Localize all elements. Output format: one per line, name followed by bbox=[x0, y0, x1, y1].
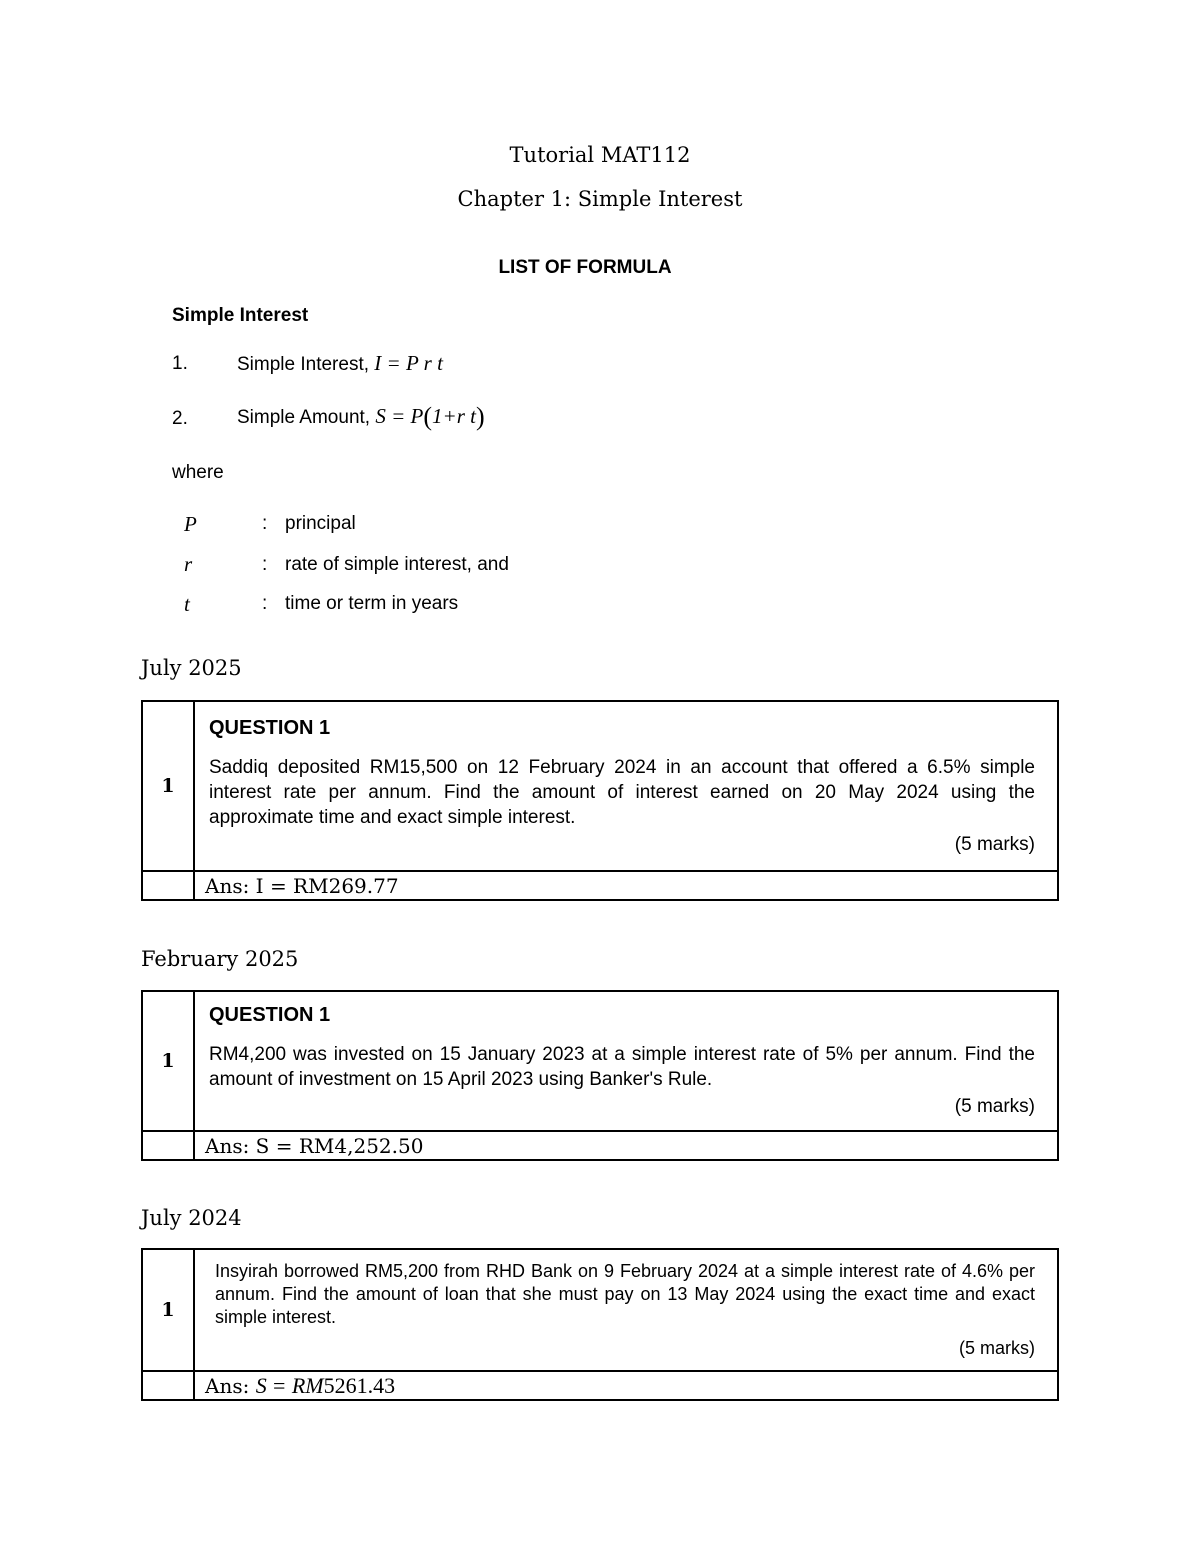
variable-t-description: time or term in years bbox=[285, 593, 459, 614]
session-heading-july-2025: July 2025 bbox=[141, 656, 242, 680]
answer-number-cell bbox=[142, 1371, 194, 1400]
formula-2-close-paren: ) bbox=[475, 402, 485, 431]
answer-prefix: Ans: bbox=[205, 1373, 250, 1398]
question-label: QUESTION 1 bbox=[209, 716, 331, 739]
formula-1-expression: I = P r t bbox=[374, 351, 443, 375]
answer-currency: RM bbox=[291, 1372, 324, 1398]
variable-r-colon: : bbox=[262, 554, 268, 575]
question-number: 1 bbox=[142, 1249, 194, 1371]
answer: Ans: S = RM4,252.50 bbox=[194, 1131, 1058, 1160]
question-marks: (5 marks) bbox=[954, 833, 1035, 855]
question-text: Saddiq deposited RM15,500 on 12 February 2024 in an account that offered a 6.5% simple interest rate per annum. Find the amount of interest earned on 20 May 2024 using the approximate time and exact simple interest. bbox=[209, 756, 1035, 828]
question-table-july-2024 bbox=[141, 1248, 1059, 1401]
formula-section-heading: Simple Interest bbox=[172, 305, 309, 326]
chapter-title: Chapter 1: Simple Interest bbox=[457, 187, 743, 211]
formula-list-heading: LIST OF FORMULA bbox=[498, 257, 672, 278]
formula-2-open-paren: ( bbox=[423, 402, 433, 431]
answer-value: 5261.43 bbox=[323, 1372, 396, 1398]
question-table-february-2025 bbox=[141, 990, 1059, 1161]
answer-variable: S bbox=[255, 1372, 267, 1398]
question-cell bbox=[194, 1249, 1058, 1371]
answer: Ans: I = RM269.77 bbox=[194, 871, 1058, 900]
answer-equals: = bbox=[273, 1372, 286, 1398]
answer-number-cell bbox=[142, 1131, 194, 1160]
answer bbox=[194, 1371, 1058, 1400]
variable-r-symbol: r bbox=[184, 552, 193, 576]
document-title: Tutorial MAT112 bbox=[509, 143, 691, 167]
question-text: RM4,200 was invested on 15 January 2023 at a simple interest rate of 5% per annum. Find the amount of investment on 15 April 2023 using Banker's Rule. bbox=[209, 1044, 1035, 1090]
question-cell bbox=[194, 701, 1058, 871]
answer-number-cell bbox=[142, 871, 194, 900]
question-cell bbox=[194, 991, 1058, 1131]
where-label: where bbox=[172, 462, 224, 483]
variable-t-symbol: t bbox=[184, 592, 190, 616]
question-label: QUESTION 1 bbox=[209, 1004, 331, 1026]
question-marks: (5 marks) bbox=[954, 1096, 1035, 1117]
formula-2-number: 2. bbox=[172, 408, 188, 429]
question-number: 1 bbox=[142, 991, 194, 1131]
variable-r-description: rate of simple interest, and bbox=[285, 554, 509, 575]
variable-p-colon: : bbox=[262, 513, 268, 534]
formula-2 bbox=[237, 402, 485, 432]
variable-p-symbol: P bbox=[184, 512, 197, 536]
session-heading-july-2024: July 2024 bbox=[141, 1206, 242, 1230]
formula-1 bbox=[237, 351, 443, 376]
variable-p-description: principal bbox=[285, 513, 356, 534]
formula-2-label: Simple Amount, bbox=[237, 407, 371, 428]
formula-2-lhs: S = P bbox=[375, 404, 424, 428]
formula-1-label: Simple Interest, bbox=[237, 354, 369, 375]
question-number: 1 bbox=[142, 701, 194, 871]
question-table-july-2025 bbox=[141, 700, 1059, 901]
variable-t-colon: : bbox=[262, 593, 268, 614]
formula-1-number: 1. bbox=[172, 353, 188, 374]
session-heading-february-2025: February 2025 bbox=[141, 947, 299, 971]
formula-2-inner: 1+r t bbox=[432, 404, 476, 428]
question-text: Insyirah borrowed RM5,200 from RHD Bank on 9 February 2024 at a simple interest rate of 4.6% per annum. Find the amount of loan that she must pay on 13 May 2024 using the exact time and exact simple interest. bbox=[215, 1261, 1035, 1327]
question-marks: (5 marks) bbox=[959, 1338, 1035, 1358]
